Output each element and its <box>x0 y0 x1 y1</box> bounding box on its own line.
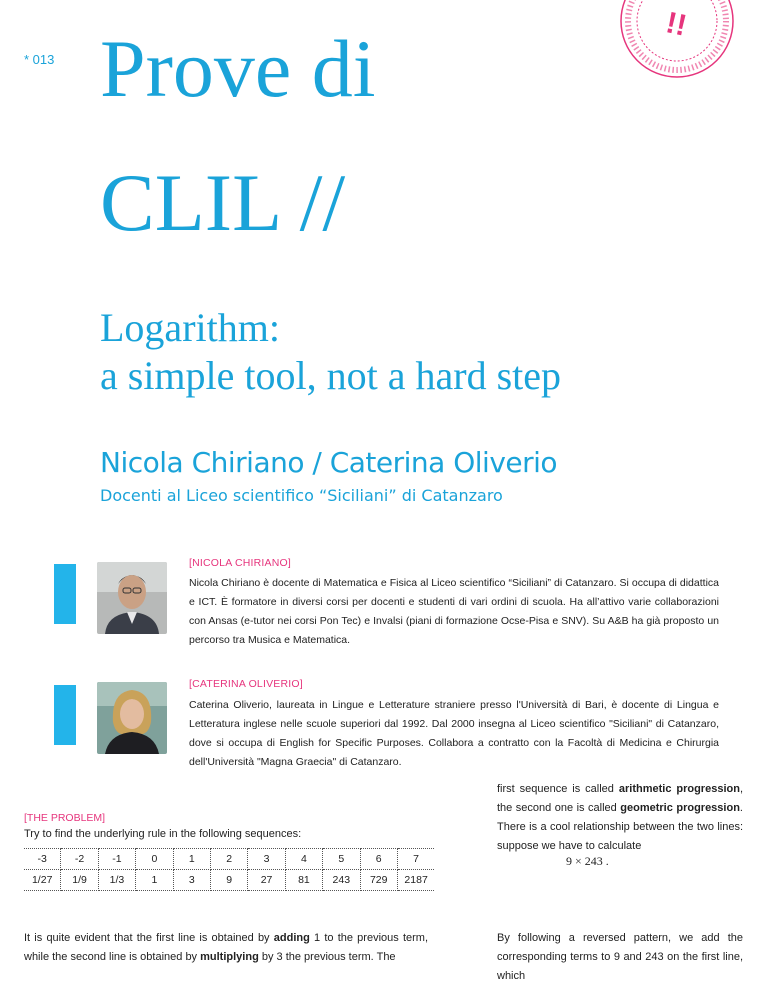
table-cell: 3 <box>248 849 285 870</box>
bold-term-adding: adding <box>273 932 310 944</box>
bold-term-multiplying: multiplying <box>200 951 259 963</box>
table-cell: 2187 <box>397 870 434 891</box>
table-cell: 1/3 <box>98 870 135 891</box>
table-cell: 6 <box>360 849 397 870</box>
author-photo-oliverio <box>97 682 167 754</box>
body-paragraph-right-1 <box>497 780 743 856</box>
table-cell: -3 <box>24 849 61 870</box>
bio-heading-chiriano: [NICOLA CHIRIANO] <box>189 557 292 569</box>
table-cell: 1/27 <box>24 870 61 891</box>
text-run: . There is a cool relationship between the two lines: suppose we have to calculate <box>497 802 743 852</box>
bold-term-arithmetic: arithmetic progression <box>618 783 740 795</box>
table-cell: 9 <box>210 870 247 891</box>
bio-text-chiriano: Nicola Chiriano è docente di Matematica e Fisica al Liceo scientifico “Siciliani” di Catanzaro. Si occupa di didattica e ICT. È formatore in diversi corsi per docenti e studenti di vari ordini di scuola. Ha all’attivo varie collaborazioni con Ansas (e-tutor nei corsi Pon Tec) e Invalsi (piani di formazione Ocse-Pisa e SNV). Su A&B ha già proposto un percorso tra Musica e Matematica. <box>189 577 719 646</box>
table-cell: 7 <box>397 849 434 870</box>
table-cell: 243 <box>323 870 360 891</box>
problem-heading: [THE PROBLEM] <box>24 812 106 824</box>
table-cell: 1 <box>136 870 173 891</box>
bio-accent-bar <box>54 685 76 745</box>
person-photo-icon <box>97 562 167 634</box>
title-line-1: Prove di <box>100 23 376 114</box>
table-cell: 0 <box>136 849 173 870</box>
formula: 9 × 243 . <box>566 854 609 868</box>
table-cell: -2 <box>61 849 98 870</box>
table-cell: 1 <box>173 849 210 870</box>
problem-intro: Try to find the underlying rule in the following sequences: <box>24 828 302 840</box>
text-run: first sequence is called <box>497 783 619 795</box>
text-run: It is quite evident that the first line is obtained by <box>24 932 274 944</box>
stamp-mark: !! <box>663 6 690 43</box>
bio-heading-oliverio: [CATERINA OLIVERIO] <box>189 678 303 690</box>
bio-text-oliverio: Caterina Oliverio, laureata in Lingue e Letterature straniere presso l'Università di Bari, è docente di Lingua e Letteratura inglese nelle scuole superiori dal 1992. Dal 2000 insegna al Liceo scientifico "Siciliani" di Catanzaro, dove si occupa di English for Specific Purposes. Collabora a contratto con la Facoltà di Medicina e Chirurgia dell'Università "Magna Graecia" di Catanzaro. <box>189 699 719 768</box>
subtitle-line-1: Logarithm: <box>100 305 280 350</box>
title-line-2: CLIL // <box>100 157 346 248</box>
text-run: , the second one is called <box>497 783 743 814</box>
table-cell: 1/9 <box>61 870 98 891</box>
affiliation: Docenti al Liceo scientifico “Siciliani” di Catanzaro <box>100 486 503 505</box>
person-photo-icon <box>97 682 167 754</box>
table-cell: 4 <box>285 849 322 870</box>
sequence-table <box>24 848 434 891</box>
text-run: 1 to the previous term, while the second line is obtained by <box>24 932 429 963</box>
table-cell: 5 <box>323 849 360 870</box>
bold-term-geometric: geometric progression <box>620 802 740 814</box>
author-photo-chiriano <box>97 562 167 634</box>
table-cell: 27 <box>248 870 285 891</box>
page-number: * 013 <box>24 52 55 67</box>
table-cell: 729 <box>360 870 397 891</box>
subtitle-line-2: a simple tool, not a hard step <box>100 353 562 398</box>
body-paragraph-left <box>24 929 428 967</box>
stamp-seal-icon <box>618 0 736 80</box>
table-cell: 2 <box>210 849 247 870</box>
table-cell: 3 <box>173 870 210 891</box>
text-run: by 3 the previous term. The <box>258 951 396 963</box>
authors: Nicola Chiriano / Caterina Oliverio <box>100 446 558 479</box>
table-row-arithmetic <box>24 849 434 870</box>
table-cell: -1 <box>98 849 135 870</box>
body-paragraph-right-2: By following a reversed pattern, we add the corresponding terms to 9 and 243 on the first line, which <box>497 932 743 982</box>
table-row-geometric <box>24 870 434 891</box>
bio-accent-bar <box>54 564 76 624</box>
table-cell: 81 <box>285 870 322 891</box>
